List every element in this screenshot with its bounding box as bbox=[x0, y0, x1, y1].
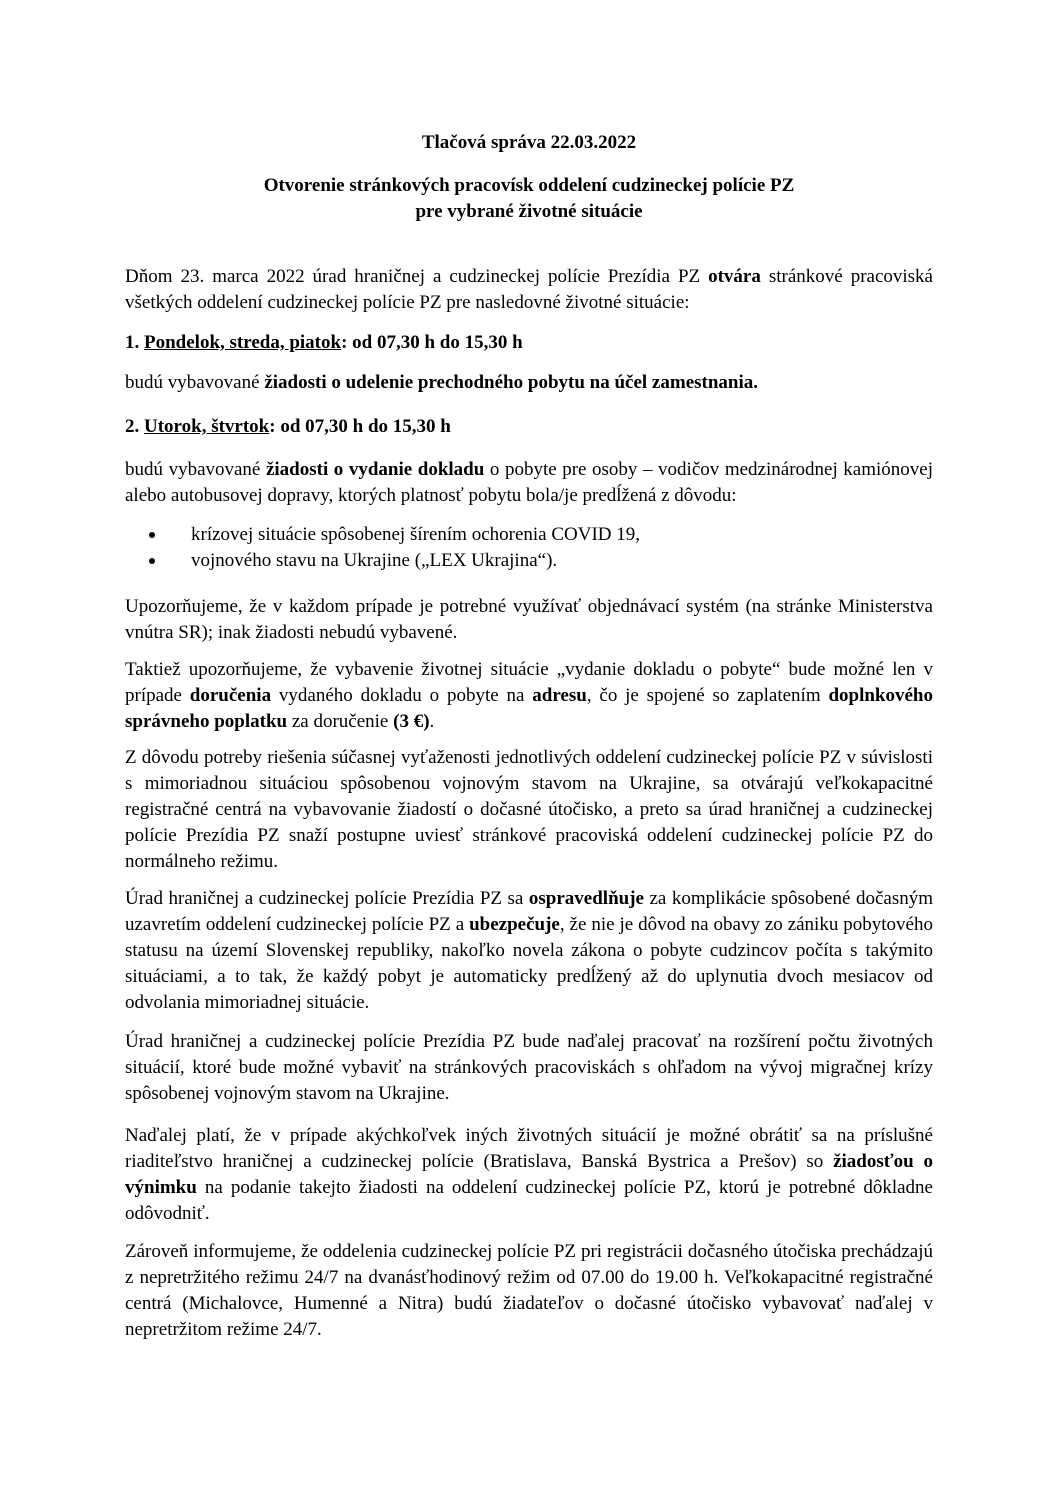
bold-text: otvára bbox=[708, 266, 761, 287]
list-item: krízovej situácie spôsobenej šírením ochorenia COVID 19, bbox=[125, 522, 933, 548]
document-title-line1: Otvorenie stránkových pracovísk oddelení cudzineckej polície PZ bbox=[263, 175, 795, 196]
document-title bbox=[0, 173, 1058, 225]
bold-text: žiadosti o udelenie prechodného pobytu na účel zamestnania. bbox=[264, 372, 759, 393]
bold-text: ospravedlňuje bbox=[528, 888, 644, 909]
section-2-hours: : od 07,30 h do 15,30 h bbox=[269, 416, 451, 437]
bold-text: žiadosti o vydanie dokladu bbox=[265, 459, 485, 480]
final-paragraph: Zároveň informujeme, že oddelenia cudzineckej polície PZ pri registrácii dočasného útočiska prechádzajú z nepretržitého režimu 24/7 na dvanásťhodinový režim od 07.00 do 19.00 h. Veľkokapacitné registračné centrá (Michalovce, Humenné a Nitra) budú žiadateľov o dočasné útočisko vybavovať naďalej v nepretržitom režime 24/7. bbox=[125, 1241, 933, 1340]
reason-paragraph: Z dôvodu potreby riešenia súčasnej vyťaženosti jednotlivých oddelení cudzineckej polície PZ v súvislosti s mimoriadnou situáciou spôsobenou vojnovým stavom na Ukrajine, sa otvárajú veľkokapacitné registračné centrá na vybavovanie žiadostí o dočasné útočisko, a preto sa úrad hraničnej a cudzineckej polície Prezídia PZ snaží postupne uviesť stránkové pracoviská oddelení cudzineckej polície PZ do normálneho režimu. bbox=[125, 747, 933, 872]
section-2-days: Utorok, štvrtok bbox=[144, 416, 270, 437]
bold-text: doplnkového správneho poplatku bbox=[125, 685, 933, 732]
section-1-days: Pondelok, streda, piatok bbox=[144, 332, 342, 353]
section-1-text: budú vybavované žiadosti o udelenie prechodného pobytu na účel zamestnania. bbox=[125, 372, 759, 393]
bold-text: (3 €) bbox=[393, 711, 430, 732]
continue-paragraph: Úrad hraničnej a cudzineckej polície Prezídia PZ bude naďalej pracovať na rozšírení počtu životných situácií, ktoré bude možné vybaviť na stránkových pracoviskách s ohľadom na vývoj migračnej krízy spôsobenej vojnovým stavom na Ukrajine. bbox=[125, 1031, 933, 1104]
intro-paragraph: Dňom 23. marca 2022 úrad hraničnej a cudzineckej polície Prezídia PZ otvára stránkové pracoviská všetkých oddelení cudzineckej polície PZ pre nasledovné životné situácie: bbox=[125, 266, 933, 313]
apology-paragraph: Úrad hraničnej a cudzineckej polície Prezídia PZ sa ospravedlňuje za komplikácie spôsobené dočasným uzavretím oddelení cudzineckej polície PZ a ubezpečuje, že nie je dôvod na obavy zo zániku pobytového statusu na území Slovenskej republiky, nakoľko novela zákona o pobyte cudzincov počíta s takýmito situáciami, a to tak, že každý pobyt je automaticky predĺžený až do uplynutia dvoch mesiacov od odvolania mimoriadnej situácie. bbox=[125, 888, 933, 1013]
bullet-icon bbox=[149, 532, 155, 538]
section-2-text: budú vybavované žiadosti o vydanie dokladu o pobyte pre osoby – vodičov medzinárodnej kamiónovej alebo autobusovej dopravy, ktorých platnosť pobytu bola/je predĺžená z dôvodu: bbox=[125, 459, 933, 506]
bold-text: žiadosťou o výnimku bbox=[125, 1151, 934, 1198]
delivery-paragraph: Taktiež upozorňujeme, že vybavenie životnej situácie „vydanie dokladu o pobyte“ bude možné len v prípade doručenia vydaného dokladu o pobyte na adresu, čo je spojené so zaplatením doplnkového správneho poplatku za doručenie (3 €). bbox=[125, 659, 933, 732]
list-item: vojnového stavu na Ukrajine („LEX Ukrajina“). bbox=[125, 548, 933, 574]
press-release-date: Tlačová správa 22.03.2022 bbox=[421, 132, 637, 153]
document-title-line2: pre vybrané životné situácie bbox=[415, 201, 643, 222]
bold-text: doručenia bbox=[189, 685, 272, 706]
section-1-heading: 1. Pondelok, streda, piatok: od 07,30 h do 15,30 h bbox=[125, 332, 523, 353]
section-1-hours: : od 07,30 h do 15,30 h bbox=[341, 332, 523, 353]
reason-list bbox=[125, 522, 933, 574]
warning-paragraph: Upozorňujeme, že v každom prípade je potrebné využívať objednávací systém (na stránke Ministerstva vnútra SR); inak žiadosti nebudú vybavené. bbox=[125, 596, 933, 643]
bold-text: ubezpečuje bbox=[469, 914, 560, 935]
exception-paragraph: Naďalej platí, že v prípade akýchkoľvek iných životných situácií je možné obrátiť sa na príslušné riaditeľstvo hraničnej a cudzineckej polície (Bratislava, Banská Bystrica a Prešov) so žiadosťou o výnimku na podanie takejto žiadosti na oddelení cudzineckej polície PZ, ktorú je potrebné dôkladne odôvodniť. bbox=[125, 1125, 934, 1224]
bold-text: adresu bbox=[532, 685, 587, 706]
bullet-icon bbox=[149, 558, 155, 564]
section-2-heading: 2. Utorok, štvrtok: od 07,30 h do 15,30 h bbox=[125, 416, 451, 437]
